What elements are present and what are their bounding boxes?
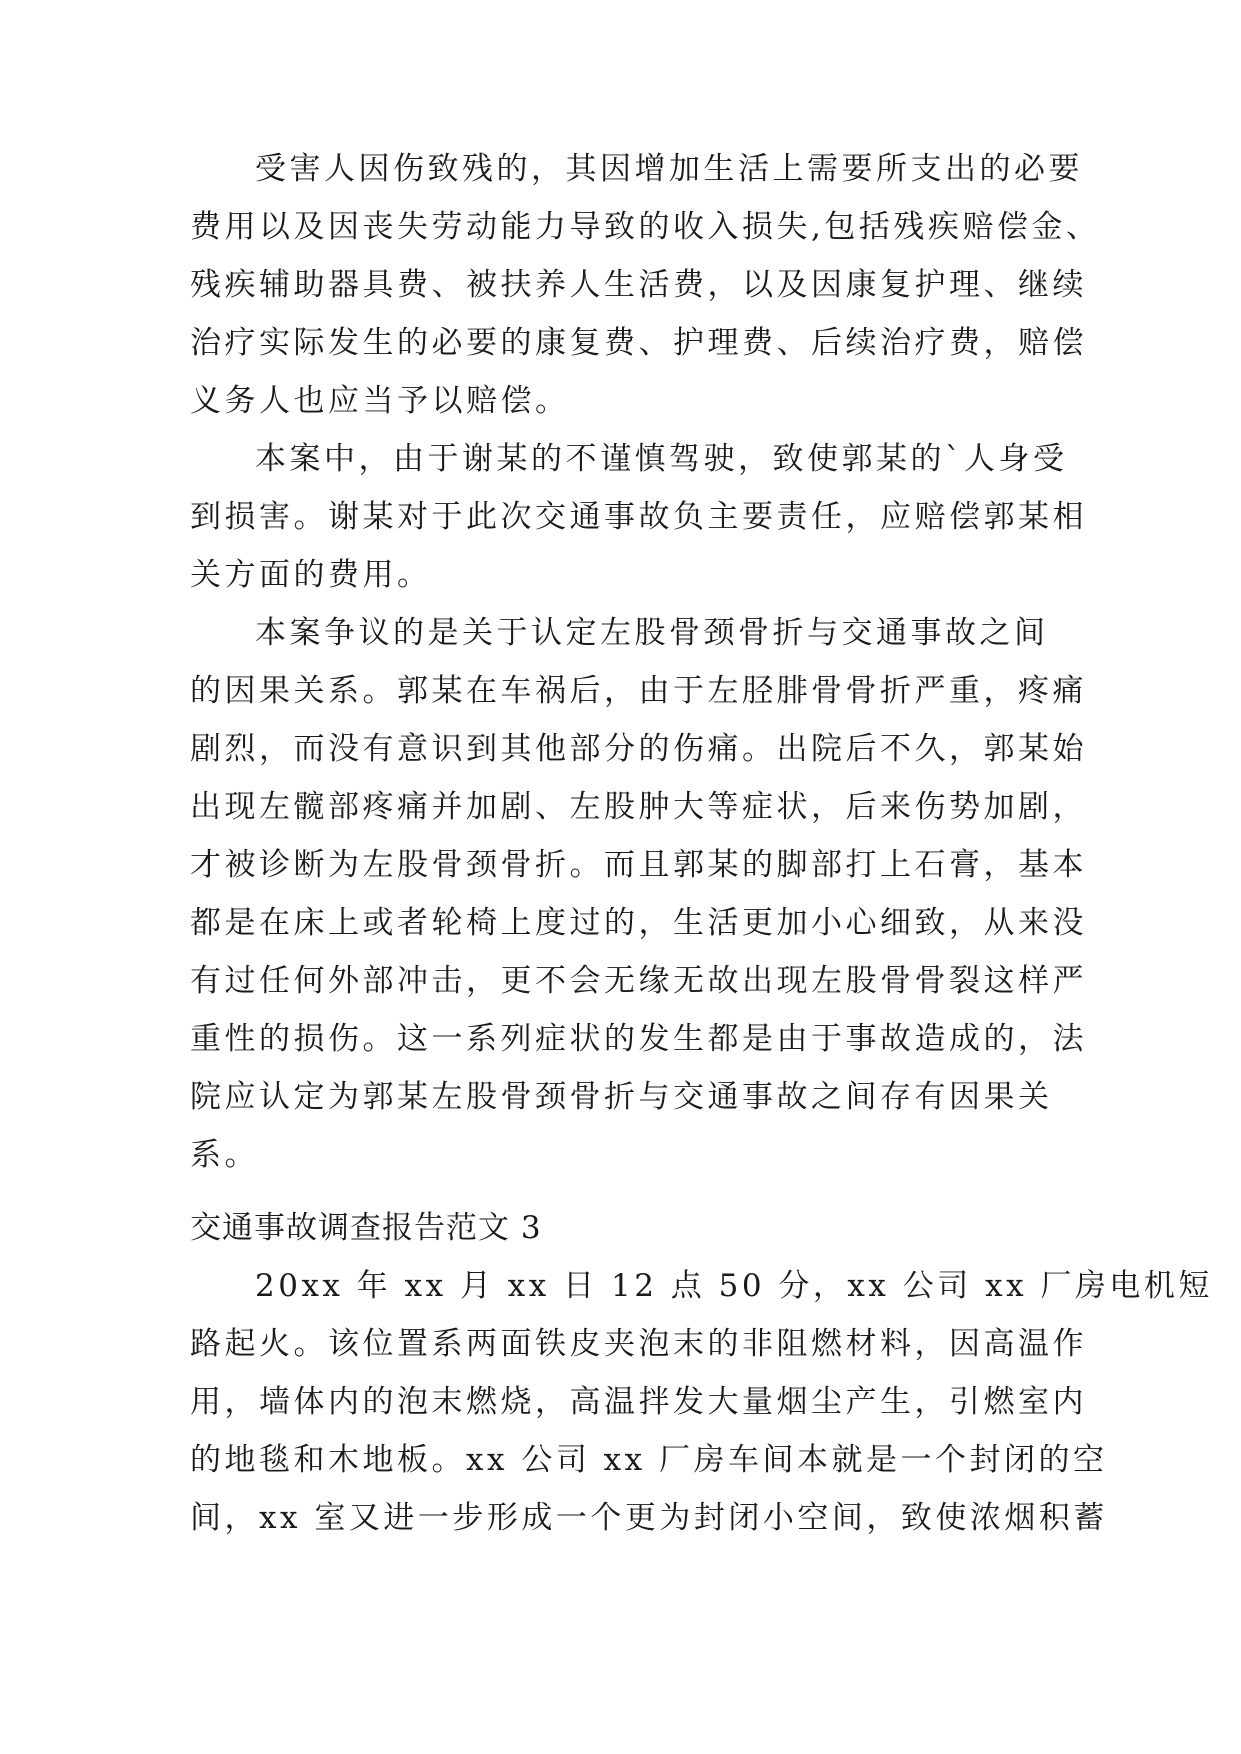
paragraph-3-line-5: 才被诊断为左股骨颈骨折。而且郭某的脚部打上石膏，基本	[190, 847, 1087, 883]
paragraph-2-line-1: 本案中，由于谢某的不谨慎驾驶，致使郭某的`人身受	[255, 441, 1068, 477]
paragraph-2-line-2: 到损害。谢某对于此次交通事故负主要责任，应赔偿郭某相	[190, 499, 1087, 535]
paragraph-3-line-7: 有过任何外部冲击，更不会无缘无故出现左股骨骨裂这样严	[190, 963, 1087, 999]
paragraph-3-line-10: 系。	[190, 1137, 259, 1173]
paragraph-4-line-1: 20xx 年 xx 月 xx 日 12 点 50 分，xx 公司 xx 厂房电机短	[255, 1268, 1213, 1304]
paragraph-1-line-4: 治疗实际发生的必要的康复费、护理费、后续治疗费，赔偿	[190, 325, 1087, 361]
paragraph-3-line-2: 的因果关系。郭某在车祸后，由于左胫腓骨骨折严重，疼痛	[190, 673, 1087, 709]
paragraph-3-line-8: 重性的损伤。这一系列症状的发生都是由于事故造成的，法	[190, 1021, 1087, 1057]
paragraph-4-line-4: 的地毯和木地板。xx 公司 xx 厂房车间本就是一个封闭的空	[190, 1442, 1108, 1478]
paragraph-1-line-2: 费用以及因丧失劳动能力导致的收入损失,包括残疾赔偿金、	[190, 209, 1101, 245]
paragraph-2-line-3: 关方面的费用。	[190, 557, 432, 593]
paragraph-3-line-6: 都是在床上或者轮椅上度过的，生活更加小心细致，从来没	[190, 905, 1087, 941]
paragraph-1-line-3: 残疾辅助器具费、被扶养人生活费，以及因康复护理、继续	[190, 267, 1087, 303]
paragraph-4-line-2: 路起火。该位置系两面铁皮夹泡末的非阻燃材料，因高温作	[190, 1326, 1087, 1362]
paragraph-3-line-4: 出现左髋部疼痛并加剧、左股肿大等症状，后来伤势加剧，	[190, 789, 1087, 825]
paragraph-4-line-3: 用，墙体内的泡末燃烧，高温拌发大量烟尘产生，引燃室内	[190, 1384, 1087, 1420]
paragraph-3-line-3: 剧烈，而没有意识到其他部分的伤痛。出院后不久，郭某始	[190, 731, 1087, 767]
paragraph-1-line-5: 义务人也应当予以赔偿。	[190, 383, 570, 419]
paragraph-4-line-5: 间，xx 室又进一步形成一个更为封闭小空间，致使浓烟积蓄	[190, 1500, 1108, 1536]
section-heading: 交通事故调查报告范文 3	[190, 1210, 542, 1246]
paragraph-3-line-1: 本案争议的是关于认定左股骨颈骨折与交通事故之间	[255, 615, 1049, 651]
paragraph-1-line-1: 受害人因伤致残的，其因增加生活上需要所支出的必要	[255, 151, 1083, 187]
paragraph-3-line-9: 院应认定为郭某左股骨颈骨折与交通事故之间存有因果关	[190, 1079, 1053, 1115]
